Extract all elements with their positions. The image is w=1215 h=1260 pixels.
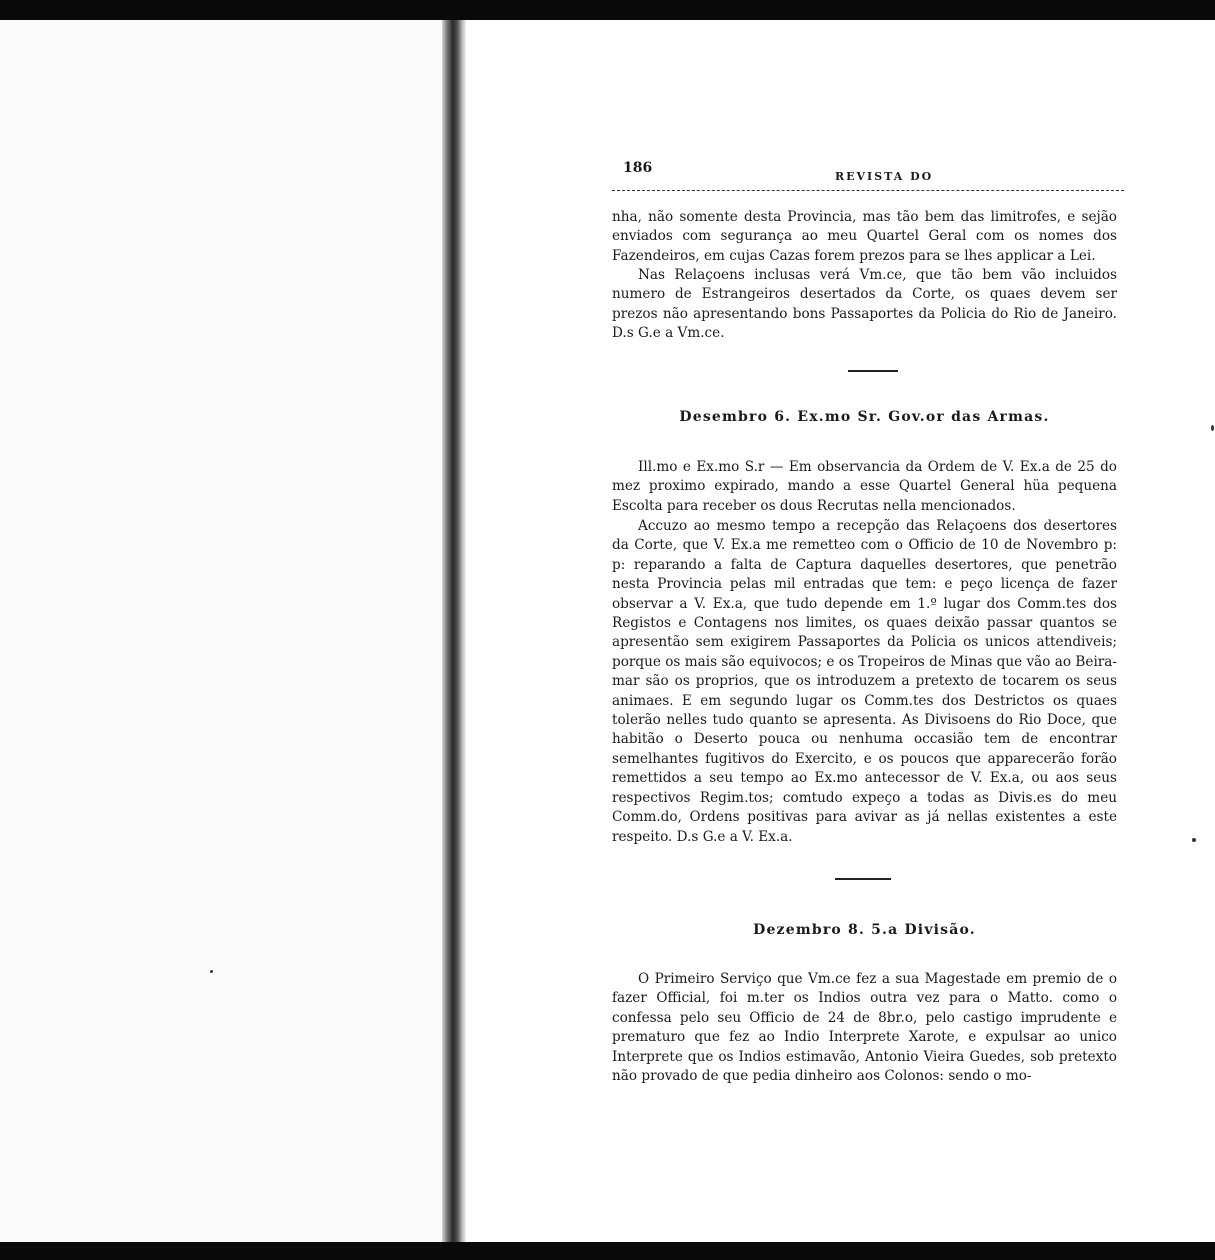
- header-rule: [612, 190, 1124, 191]
- scan-speck: [210, 970, 213, 973]
- scan-bottom-border: [0, 1242, 1215, 1260]
- section-1-paragraph-1: Ill.mo e Ex.mo S.r — Em observancia da Ordem de V. Ex.a de 25 do mez proximo expirado, mando a esse Quartel General hüa pequena Escolta para receber os dous Recrutas nella mencionados.: [612, 459, 1117, 514]
- left-blank-page: [0, 20, 445, 1242]
- scan-speck: [1211, 425, 1214, 431]
- section-2-heading: Dezembro 8. 5.a Divisão.: [753, 922, 976, 938]
- book-gutter: [442, 20, 466, 1242]
- section-1-paragraph-2: Accuzo ao mesmo tempo a recepção das Relaçoens dos desertores da Corte, que V. Ex.a me remetteo com o Officio de 10 de Novembro p: p: reparando a falta de Captura daquelles desertores, que penetrão nesta Provincia pelas mil entradas que tem: e peço licença de fazer observar a V. Ex.a, que tudo depende em 1.º lugar dos Comm.tes dos Registos e Contagens nos limites, os quaes deixão passar quantos se apresentão sem exigirem Passaportes da Policia os unicos attendiveis; porque os mais são equivocos; e os Tropeiros de Minas que vão ao Beira-mar são os proprios, que os introduzem a pretexto de tocarem os seus animaes. E em segundo lugar os Comm.tes dos Destrictos os quaes tolerão nelles tudo quanto se apresenta. As Divisoens do Rio Doce, que habitão o Deserto pouca ou nenhuma occasião tem de encontrar semelhantes fugitivos do Exercito, e os poucos que apparecerão forão remettidos a seu tempo ao Ex.mo antecessor de V. Ex.a, ou aos seus respectivos Regim.tos; comtudo expeço a todas as Divis.es do meu Comm.do, Ordens positivas para avivar as já nellas existentes a este respeito. D.s G.e a V. Ex.a.: [612, 518, 1117, 845]
- opening-paragraph-1: nha, não somente desta Provincia, mas tão bem das limitrofes, e sejão enviados com segurança ao meu Quartel Geral com os nomes dos Fazendeiros, em cujas Cazas forem prezos para se lhes applicar a Lei.: [612, 209, 1117, 264]
- scan-speck: [1192, 838, 1196, 842]
- section-separator: [835, 878, 891, 880]
- section-2-paragraph-1: O Primeiro Serviço que Vm.ce fez a sua Magestade em premio de o fazer Official, foi m.ter os Indios outra vez para o Matto. como o confessa pelo seu Officio de 24 de 8br.o, pelo castigo imprudente e prematuro que fez ao Indio Interprete Xarote, e expulsar ao unico Interprete que os Indios estimavão, Antonio Vieira Guedes, sob pretexto não provado de que pedia dinheiro aos Colonos: sendo o mo-: [612, 971, 1117, 1085]
- running-head: REVISTA DO: [835, 170, 934, 183]
- section-1-heading: Desembro 6. Ex.mo Sr. Gov.or das Armas.: [679, 409, 1050, 425]
- section-separator: [848, 370, 898, 372]
- opening-paragraph-2: Nas Relaçoens inclusas verá Vm.ce, que tão bem vão incluidos numero de Estrangeiros desertados da Corte, os quaes devem ser prezos não apresentando bons Passaportes da Policia do Rio de Janeiro. D.s G.e a Vm.ce.: [612, 267, 1117, 342]
- scan-top-border: [0, 0, 1215, 20]
- page-number: 186: [623, 160, 653, 176]
